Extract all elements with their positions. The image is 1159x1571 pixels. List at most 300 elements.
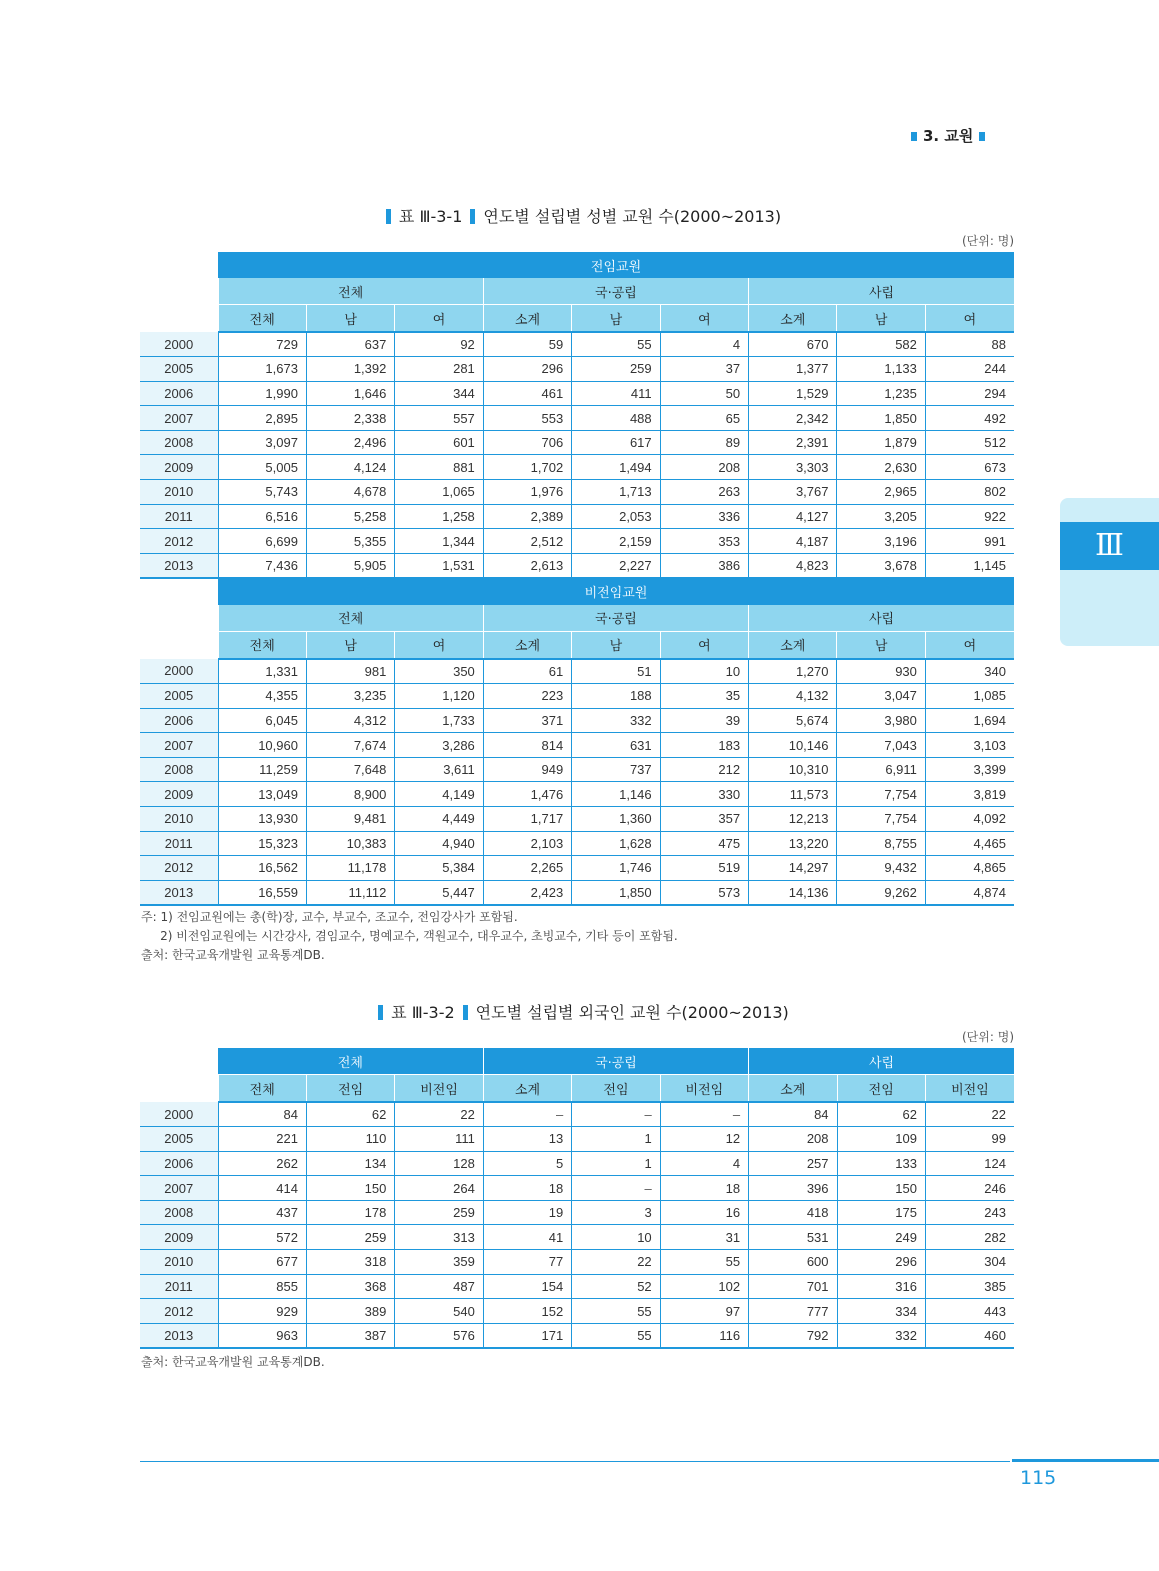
- value-cell: 111: [395, 1127, 483, 1152]
- table-row: [140, 1151, 1014, 1176]
- value-cell: 4,124: [306, 455, 394, 480]
- value-cell: 389: [306, 1299, 394, 1324]
- value-cell: 1,145: [925, 553, 1014, 578]
- year-cell: 2007: [140, 406, 218, 431]
- value-cell: 89: [660, 430, 748, 455]
- value-cell: 2,423: [483, 880, 571, 905]
- value-cell: 5,384: [395, 856, 483, 881]
- year-cell: 2013: [140, 553, 218, 578]
- value-cell: 88: [925, 332, 1014, 357]
- value-cell: 350: [395, 659, 483, 684]
- value-cell: 729: [218, 332, 306, 357]
- value-cell: 22: [395, 1102, 483, 1127]
- value-cell: 3,819: [925, 782, 1014, 807]
- value-cell: 5,674: [749, 708, 837, 733]
- value-cell: 344: [395, 381, 483, 406]
- year-cell: 2006: [140, 1151, 218, 1176]
- value-cell: 13,049: [218, 782, 306, 807]
- value-cell: 18: [483, 1176, 571, 1201]
- group-header: 사립: [749, 605, 1014, 632]
- value-cell: 281: [395, 357, 483, 382]
- value-cell: –: [572, 1102, 660, 1127]
- value-cell: 92: [395, 332, 483, 357]
- value-cell: 116: [660, 1323, 748, 1348]
- section-title: 전임교원: [218, 252, 1014, 278]
- value-cell: 2,496: [306, 430, 394, 455]
- value-cell: 2,630: [837, 455, 925, 480]
- value-cell: 5: [483, 1151, 571, 1176]
- blank-cell: [140, 1075, 218, 1103]
- value-cell: 296: [483, 357, 571, 382]
- value-cell: 673: [925, 455, 1014, 480]
- table1-label: 표 Ⅲ-3-1: [398, 207, 463, 226]
- value-cell: 11,178: [306, 856, 394, 881]
- year-cell: 2000: [140, 659, 218, 684]
- value-cell: 4,865: [925, 856, 1014, 881]
- value-cell: 701: [749, 1274, 837, 1299]
- group-header: 전체: [218, 1048, 483, 1075]
- value-cell: 5,258: [306, 504, 394, 529]
- value-cell: 2,391: [749, 430, 837, 455]
- table-row: [140, 455, 1014, 480]
- value-cell: 460: [925, 1323, 1014, 1348]
- value-cell: 582: [837, 332, 925, 357]
- table-row: [140, 1225, 1014, 1250]
- year-cell: 2005: [140, 1127, 218, 1152]
- group-header-row: [140, 1048, 1014, 1075]
- value-cell: 2,389: [483, 504, 571, 529]
- value-cell: 531: [749, 1225, 837, 1250]
- table1: [140, 252, 1014, 906]
- value-cell: 1,628: [572, 831, 660, 856]
- column-header: 전임: [837, 1075, 925, 1103]
- column-header: 비전임: [925, 1075, 1014, 1103]
- value-cell: 1,746: [572, 856, 660, 881]
- group-header: 사립: [749, 278, 1014, 305]
- group-header: 국·공립: [483, 605, 748, 632]
- value-cell: 4,187: [749, 529, 837, 554]
- value-cell: 2,613: [483, 553, 571, 578]
- column-header: 전임: [306, 1075, 394, 1103]
- value-cell: 706: [483, 430, 571, 455]
- table2-notes: [141, 1353, 325, 1372]
- value-cell: 2,227: [572, 553, 660, 578]
- column-header: 남: [572, 631, 660, 659]
- value-cell: 1,065: [395, 480, 483, 505]
- value-cell: 4,940: [395, 831, 483, 856]
- column-header: 남: [572, 305, 660, 333]
- value-cell: 4,465: [925, 831, 1014, 856]
- value-cell: 7,754: [837, 807, 925, 832]
- table-row: [140, 757, 1014, 782]
- value-cell: 16: [660, 1200, 748, 1225]
- value-cell: 150: [306, 1176, 394, 1201]
- value-cell: 3,678: [837, 553, 925, 578]
- value-cell: 5,743: [218, 480, 306, 505]
- table-row: [140, 529, 1014, 554]
- value-cell: 1,377: [749, 357, 837, 382]
- value-cell: 22: [572, 1250, 660, 1275]
- value-cell: 1,331: [218, 659, 306, 684]
- value-cell: 357: [660, 807, 748, 832]
- column-header: 여: [660, 631, 748, 659]
- year-cell: 2006: [140, 708, 218, 733]
- year-cell: 2007: [140, 733, 218, 758]
- running-header-text: 3. 교원: [923, 127, 974, 145]
- table-row: [140, 807, 1014, 832]
- value-cell: 1: [572, 1151, 660, 1176]
- column-header: 전임: [572, 1075, 660, 1103]
- blank-cell: [140, 578, 218, 605]
- value-cell: 600: [749, 1250, 837, 1275]
- value-cell: 97: [660, 1299, 748, 1324]
- group-header: 사립: [749, 1048, 1014, 1075]
- value-cell: 573: [660, 880, 748, 905]
- value-cell: 2,512: [483, 529, 571, 554]
- value-cell: 171: [483, 1323, 571, 1348]
- table-row: [140, 856, 1014, 881]
- note-line: 2) 비전임교원에는 시간강사, 겸임교수, 명예교수, 객원교수, 대우교수, 초빙교수, 기타 등이 포함됨.: [141, 929, 678, 943]
- table-row: [140, 480, 1014, 505]
- value-cell: 336: [660, 504, 748, 529]
- value-cell: 1,360: [572, 807, 660, 832]
- value-cell: 62: [837, 1102, 925, 1127]
- year-cell: 2008: [140, 757, 218, 782]
- year-cell: 2009: [140, 782, 218, 807]
- value-cell: 77: [483, 1250, 571, 1275]
- value-cell: 208: [749, 1127, 837, 1152]
- value-cell: 8,900: [306, 782, 394, 807]
- value-cell: 50: [660, 381, 748, 406]
- running-header: [905, 125, 991, 146]
- value-cell: 8,755: [837, 831, 925, 856]
- year-cell: 2012: [140, 529, 218, 554]
- value-cell: 154: [483, 1274, 571, 1299]
- value-cell: 5,005: [218, 455, 306, 480]
- value-cell: 4,355: [218, 684, 306, 709]
- value-cell: 1,976: [483, 480, 571, 505]
- value-cell: 175: [837, 1200, 925, 1225]
- table-row: [140, 430, 1014, 455]
- value-cell: 55: [572, 1299, 660, 1324]
- value-cell: 330: [660, 782, 748, 807]
- value-cell: 601: [395, 430, 483, 455]
- value-cell: 855: [218, 1274, 306, 1299]
- value-cell: 396: [749, 1176, 837, 1201]
- value-cell: 512: [925, 430, 1014, 455]
- value-cell: 929: [218, 1299, 306, 1324]
- value-cell: 991: [925, 529, 1014, 554]
- table2-title: 연도별 설립별 외국인 교원 수(2000~2013): [475, 1003, 789, 1022]
- value-cell: 13,930: [218, 807, 306, 832]
- table-row: [140, 1299, 1014, 1324]
- value-cell: 540: [395, 1299, 483, 1324]
- value-cell: 84: [749, 1102, 837, 1127]
- value-cell: 3,205: [837, 504, 925, 529]
- group-header: 국·공립: [483, 1048, 748, 1075]
- value-cell: 133: [837, 1151, 925, 1176]
- value-cell: 2,103: [483, 831, 571, 856]
- column-header: 소계: [749, 631, 837, 659]
- blank-cell: [140, 631, 218, 659]
- table-row: [140, 1323, 1014, 1348]
- value-cell: 16,562: [218, 856, 306, 881]
- year-cell: 2005: [140, 684, 218, 709]
- value-cell: 414: [218, 1176, 306, 1201]
- value-cell: 1,529: [749, 381, 837, 406]
- value-cell: 294: [925, 381, 1014, 406]
- value-cell: 5,355: [306, 529, 394, 554]
- value-cell: 7,648: [306, 757, 394, 782]
- value-cell: 13: [483, 1127, 571, 1152]
- chapter-side-tab: [1060, 498, 1159, 646]
- value-cell: 282: [925, 1225, 1014, 1250]
- column-header: 소계: [749, 1075, 837, 1103]
- note-line: 주: 1) 전임교원에는 총(학)장, 교수, 부교수, 조교수, 전임강사가 포함됨.: [141, 910, 518, 924]
- column-header: 남: [837, 631, 925, 659]
- table-row: [140, 782, 1014, 807]
- value-cell: 2,053: [572, 504, 660, 529]
- value-cell: 443: [925, 1299, 1014, 1324]
- value-cell: 99: [925, 1127, 1014, 1152]
- value-cell: 2,895: [218, 406, 306, 431]
- value-cell: 1,713: [572, 480, 660, 505]
- value-cell: 368: [306, 1274, 394, 1299]
- value-cell: 263: [660, 480, 748, 505]
- value-cell: 461: [483, 381, 571, 406]
- value-cell: 9,262: [837, 880, 925, 905]
- group-header-row: [140, 278, 1014, 305]
- value-cell: 11,112: [306, 880, 394, 905]
- value-cell: 150: [837, 1176, 925, 1201]
- value-cell: 1,392: [306, 357, 394, 382]
- value-cell: 637: [306, 332, 394, 357]
- value-cell: 1,850: [837, 406, 925, 431]
- value-cell: 418: [749, 1200, 837, 1225]
- year-cell: 2000: [140, 1102, 218, 1127]
- value-cell: 6,045: [218, 708, 306, 733]
- value-cell: 262: [218, 1151, 306, 1176]
- value-cell: 188: [572, 684, 660, 709]
- table2-grid: [140, 1048, 1014, 1349]
- value-cell: 4,678: [306, 480, 394, 505]
- value-cell: 777: [749, 1299, 837, 1324]
- value-cell: 1,879: [837, 430, 925, 455]
- value-cell: 264: [395, 1176, 483, 1201]
- value-cell: 84: [218, 1102, 306, 1127]
- value-cell: 152: [483, 1299, 571, 1324]
- value-cell: 670: [749, 332, 837, 357]
- value-cell: 353: [660, 529, 748, 554]
- table-row: [140, 880, 1014, 905]
- value-cell: 3,103: [925, 733, 1014, 758]
- blank-cell: [140, 278, 218, 305]
- table2-unit: (단위: 명): [962, 1030, 1014, 1044]
- year-cell: 2009: [140, 455, 218, 480]
- value-cell: 949: [483, 757, 571, 782]
- value-cell: 1,344: [395, 529, 483, 554]
- column-header: 여: [925, 631, 1014, 659]
- table1-notes: [141, 908, 678, 965]
- value-cell: 3,980: [837, 708, 925, 733]
- value-cell: 3,286: [395, 733, 483, 758]
- table-row: [140, 659, 1014, 684]
- value-cell: 387: [306, 1323, 394, 1348]
- value-cell: 55: [660, 1250, 748, 1275]
- value-cell: 488: [572, 406, 660, 431]
- value-cell: 792: [749, 1323, 837, 1348]
- value-cell: 313: [395, 1225, 483, 1250]
- column-header: 소계: [483, 631, 571, 659]
- blank-cell: [140, 605, 218, 632]
- column-header: 남: [306, 305, 394, 333]
- column-header: 비전임: [395, 1075, 483, 1103]
- column-header: 남: [837, 305, 925, 333]
- value-cell: 7,674: [306, 733, 394, 758]
- column-header: 전체: [218, 305, 306, 333]
- value-cell: 12: [660, 1127, 748, 1152]
- value-cell: 62: [306, 1102, 394, 1127]
- group-header-row: [140, 605, 1014, 632]
- year-cell: 2012: [140, 856, 218, 881]
- table-row: [140, 1200, 1014, 1225]
- value-cell: 1,733: [395, 708, 483, 733]
- group-header: 전체: [218, 605, 483, 632]
- value-cell: 183: [660, 733, 748, 758]
- table1-unit: (단위: 명): [962, 234, 1014, 248]
- value-cell: 1,146: [572, 782, 660, 807]
- value-cell: 19: [483, 1200, 571, 1225]
- table-row: [140, 1102, 1014, 1127]
- value-cell: 1,702: [483, 455, 571, 480]
- value-cell: 492: [925, 406, 1014, 431]
- value-cell: 386: [660, 553, 748, 578]
- value-cell: 334: [837, 1299, 925, 1324]
- column-header: 여: [395, 305, 483, 333]
- value-cell: 128: [395, 1151, 483, 1176]
- value-cell: 737: [572, 757, 660, 782]
- value-cell: 13,220: [749, 831, 837, 856]
- value-cell: 1,120: [395, 684, 483, 709]
- value-cell: 1,646: [306, 381, 394, 406]
- value-cell: 243: [925, 1200, 1014, 1225]
- value-cell: 1,258: [395, 504, 483, 529]
- section-header-row: [140, 578, 1014, 605]
- column-header: 소계: [483, 305, 571, 333]
- value-cell: 802: [925, 480, 1014, 505]
- table-row: [140, 1274, 1014, 1299]
- value-cell: 1,235: [837, 381, 925, 406]
- value-cell: 5,905: [306, 553, 394, 578]
- table-row: [140, 708, 1014, 733]
- value-cell: 223: [483, 684, 571, 709]
- year-cell: 2010: [140, 807, 218, 832]
- value-cell: 4,312: [306, 708, 394, 733]
- value-cell: 3,235: [306, 684, 394, 709]
- value-cell: 259: [572, 357, 660, 382]
- value-cell: 4: [660, 1151, 748, 1176]
- table1-caption: [0, 204, 1159, 227]
- year-cell: 2006: [140, 381, 218, 406]
- table-row: [140, 733, 1014, 758]
- value-cell: 385: [925, 1274, 1014, 1299]
- value-cell: 617: [572, 430, 660, 455]
- table-row: [140, 504, 1014, 529]
- value-cell: 963: [218, 1323, 306, 1348]
- value-cell: 7,436: [218, 553, 306, 578]
- column-header-row: [140, 1075, 1014, 1103]
- note-line: 출처: 한국교육개발원 교육통계DB.: [141, 948, 325, 962]
- value-cell: 4,874: [925, 880, 1014, 905]
- table-row: [140, 831, 1014, 856]
- value-cell: 930: [837, 659, 925, 684]
- value-cell: 1,085: [925, 684, 1014, 709]
- value-cell: 10,146: [749, 733, 837, 758]
- value-cell: 7,043: [837, 733, 925, 758]
- column-header: 남: [306, 631, 394, 659]
- value-cell: 3,767: [749, 480, 837, 505]
- column-header: 소계: [749, 305, 837, 333]
- value-cell: 437: [218, 1200, 306, 1225]
- value-cell: 631: [572, 733, 660, 758]
- footer-accent-rule: [1012, 1459, 1159, 1462]
- value-cell: 31: [660, 1225, 748, 1250]
- value-cell: 6,699: [218, 529, 306, 554]
- value-cell: 1,531: [395, 553, 483, 578]
- year-cell: 2007: [140, 1176, 218, 1201]
- value-cell: 519: [660, 856, 748, 881]
- table1-title: 연도별 설립별 성별 교원 수(2000~2013): [483, 207, 782, 226]
- table-row: [140, 332, 1014, 357]
- value-cell: 37: [660, 357, 748, 382]
- value-cell: 553: [483, 406, 571, 431]
- value-cell: 15,323: [218, 831, 306, 856]
- column-header: 여: [925, 305, 1014, 333]
- value-cell: 3,047: [837, 684, 925, 709]
- section-header-row: [140, 252, 1014, 278]
- year-cell: 2013: [140, 1323, 218, 1348]
- value-cell: 1,850: [572, 880, 660, 905]
- column-header: 여: [660, 305, 748, 333]
- column-header: 전체: [218, 631, 306, 659]
- value-cell: 6,911: [837, 757, 925, 782]
- group-header: 전체: [218, 278, 483, 305]
- value-cell: 4,823: [749, 553, 837, 578]
- value-cell: 359: [395, 1250, 483, 1275]
- value-cell: 6,516: [218, 504, 306, 529]
- table1-grid: [140, 252, 1014, 906]
- value-cell: 259: [395, 1200, 483, 1225]
- value-cell: 208: [660, 455, 748, 480]
- value-cell: 221: [218, 1127, 306, 1152]
- value-cell: 11,259: [218, 757, 306, 782]
- value-cell: 411: [572, 381, 660, 406]
- value-cell: 3,303: [749, 455, 837, 480]
- value-cell: 35: [660, 684, 748, 709]
- column-header-row: [140, 305, 1014, 333]
- value-cell: 3,399: [925, 757, 1014, 782]
- value-cell: 2,965: [837, 480, 925, 505]
- value-cell: 4,449: [395, 807, 483, 832]
- table-row: [140, 357, 1014, 382]
- year-cell: 2005: [140, 357, 218, 382]
- value-cell: 9,432: [837, 856, 925, 881]
- value-cell: 9,481: [306, 807, 394, 832]
- table-row: [140, 553, 1014, 578]
- blank-cell: [140, 252, 218, 278]
- value-cell: 557: [395, 406, 483, 431]
- value-cell: 5,447: [395, 880, 483, 905]
